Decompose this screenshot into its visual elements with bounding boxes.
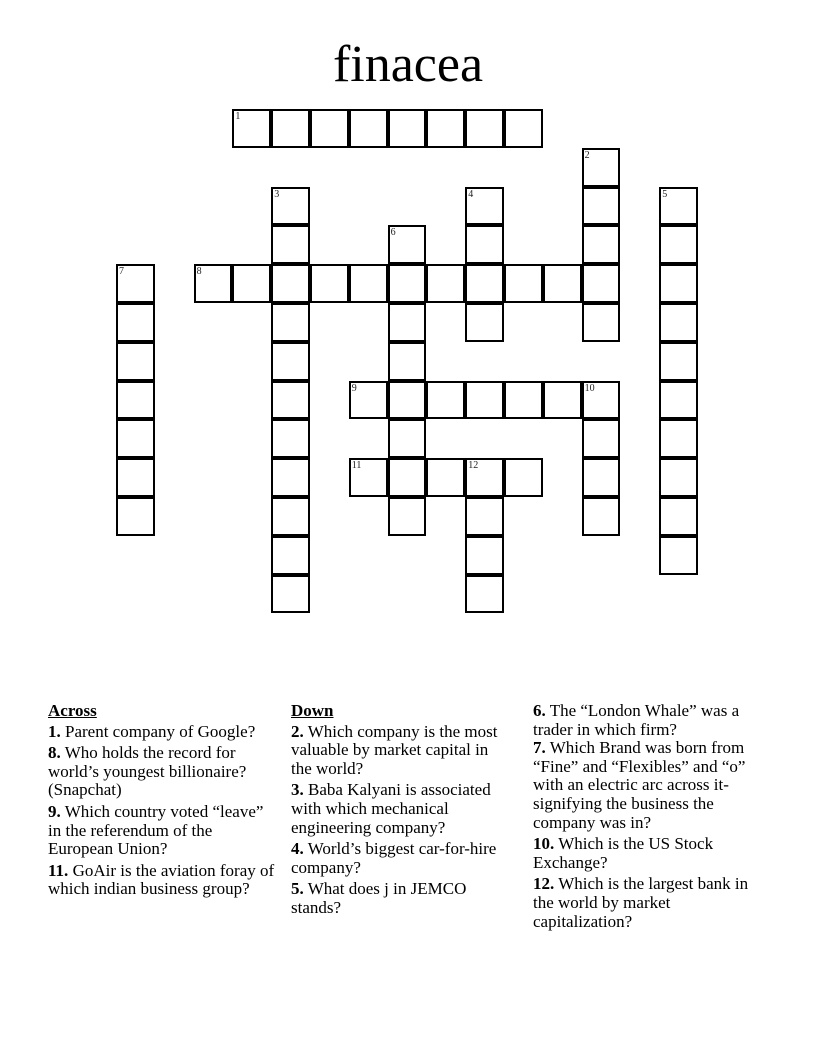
grid-cell[interactable] [388, 303, 427, 342]
grid-cell[interactable] [232, 109, 271, 148]
clue-text: Which company is the most valuable by market capital in the world? [291, 721, 498, 778]
grid-cell[interactable] [271, 497, 310, 536]
grid-cell[interactable] [659, 458, 698, 497]
grid-cell[interactable] [426, 458, 465, 497]
grid-cell[interactable] [582, 225, 621, 264]
grid-cell[interactable] [582, 264, 621, 303]
clue-number: 12. [533, 874, 555, 894]
clue-number: 11. [48, 860, 69, 880]
grid-cell[interactable] [388, 225, 427, 264]
grid-cell[interactable] [582, 148, 621, 187]
grid-cell[interactable] [271, 303, 310, 342]
cell-number: 4 [468, 188, 474, 200]
grid-cell[interactable] [659, 536, 698, 575]
grid-cell[interactable] [116, 458, 155, 497]
grid-cell[interactable] [582, 497, 621, 536]
cell-number: 2 [584, 149, 590, 161]
grid-cell[interactable] [659, 381, 698, 420]
grid-cell[interactable] [426, 381, 465, 420]
clue-text: Parent company of Google? [60, 721, 256, 741]
down-heading: Down [291, 701, 334, 720]
clue-number: 8. [48, 743, 61, 763]
grid-cell[interactable] [582, 187, 621, 226]
grid-cell[interactable] [116, 342, 155, 381]
grid-cell[interactable] [659, 225, 698, 264]
grid-cell[interactable] [504, 109, 543, 148]
cell-number: 10 [584, 382, 595, 394]
grid-cell[interactable] [271, 575, 310, 614]
grid-cell[interactable] [271, 458, 310, 497]
grid-cell[interactable] [232, 264, 271, 303]
grid-cell[interactable] [388, 109, 427, 148]
grid-cell[interactable] [116, 381, 155, 420]
clue-text: Who holds the record for world’s youngest billionaire? (Snapchat) [48, 743, 247, 800]
grid-cell[interactable] [465, 575, 504, 614]
grid-cell[interactable] [465, 536, 504, 575]
across-heading: Across [48, 701, 97, 720]
down-clues-continued [533, 702, 773, 931]
clue-number: 7. [533, 738, 546, 758]
clue-text: Which is the largest bank in the world by market capitalization? [533, 874, 749, 931]
grid-cell[interactable] [271, 109, 310, 148]
clue-text: Baba Kalyani is associated with which mechanical engineering company? [291, 780, 491, 837]
across-clues [48, 702, 278, 902]
grid-cell[interactable] [504, 458, 543, 497]
grid-cell[interactable] [465, 264, 504, 303]
grid-cell[interactable] [543, 264, 582, 303]
grid-cell[interactable] [271, 536, 310, 575]
down-clues [291, 702, 511, 921]
grid-cell[interactable] [388, 342, 427, 381]
grid-cell[interactable] [349, 264, 388, 303]
cell-number: 3 [274, 188, 280, 200]
clue-down-3 [291, 781, 511, 837]
grid-cell[interactable] [582, 303, 621, 342]
grid-cell[interactable] [543, 381, 582, 420]
clue-across-11 [48, 862, 278, 899]
clue-down-7 [533, 739, 773, 832]
clue-text: What does j in JEMCO stands? [291, 879, 467, 917]
grid-cell[interactable] [659, 342, 698, 381]
grid-cell[interactable] [465, 225, 504, 264]
cell-number: 8 [196, 266, 202, 278]
grid-cell[interactable] [582, 458, 621, 497]
grid-cell[interactable] [116, 419, 155, 458]
clue-number: 2. [291, 721, 304, 741]
grid-cell[interactable] [659, 264, 698, 303]
grid-cell[interactable] [388, 264, 427, 303]
clue-number: 3. [291, 780, 304, 800]
grid-cell[interactable] [271, 381, 310, 420]
cell-number: 11 [351, 460, 362, 472]
clue-number: 4. [291, 839, 304, 859]
clue-text: Which country voted “leave” in the referendum of the European Union? [48, 801, 264, 859]
clue-number: 9. [48, 801, 61, 821]
clue-down-2 [291, 723, 511, 779]
cell-number: 12 [468, 460, 479, 472]
clue-text: GoAir is the aviation foray of which indian business group? [48, 860, 275, 899]
grid-cell[interactable] [349, 109, 388, 148]
grid-cell[interactable] [349, 381, 388, 420]
grid-cell[interactable] [271, 419, 310, 458]
grid-cell[interactable] [504, 381, 543, 420]
grid-cell[interactable] [504, 264, 543, 303]
grid-cell[interactable] [659, 497, 698, 536]
clue-down-12 [533, 875, 773, 931]
grid-cell[interactable] [582, 381, 621, 420]
grid-cell[interactable] [310, 109, 349, 148]
grid-cell[interactable] [465, 381, 504, 420]
clue-text: Which Brand was born from “Fine” and “Flexibles” and “o” with an electric arc across it- signifying the business the company was in? [533, 738, 746, 832]
clue-down-10 [533, 835, 773, 872]
grid-cell[interactable] [271, 342, 310, 381]
grid-cell[interactable] [388, 458, 427, 497]
clue-number: 6. [533, 701, 546, 720]
grid-cell[interactable] [116, 303, 155, 342]
clue-number: 10. [533, 834, 555, 854]
clue-across-9 [48, 803, 278, 859]
clue-number: 5. [291, 879, 304, 899]
grid-cell[interactable] [271, 225, 310, 264]
grid-cell[interactable] [465, 109, 504, 148]
grid-cell[interactable] [659, 419, 698, 458]
grid-cell[interactable] [388, 419, 427, 458]
grid-cell[interactable] [465, 497, 504, 536]
cell-number: 1 [235, 111, 241, 122]
grid-cell[interactable] [349, 458, 388, 497]
cell-number: 5 [662, 188, 668, 200]
grid-cell[interactable] [116, 264, 155, 303]
grid-cell[interactable] [659, 187, 698, 226]
grid-cell[interactable] [426, 109, 465, 148]
clue-text: Which is the US Stock Exchange? [533, 834, 714, 872]
clue-down-4 [291, 840, 511, 877]
grid-cell[interactable] [271, 264, 310, 303]
grid-cell[interactable] [582, 419, 621, 458]
cell-number: 6 [390, 227, 396, 239]
grid-cell[interactable] [465, 458, 504, 497]
puzzle-title: finacea [332, 36, 484, 93]
clue-text: World’s biggest car-for-hire company? [291, 839, 497, 877]
clue-number: 1. [48, 721, 61, 741]
grid-cell[interactable] [388, 381, 427, 420]
clue-down-6 [533, 702, 773, 739]
grid-cell[interactable] [465, 187, 504, 226]
clue-across-8 [48, 744, 278, 800]
cell-number: 9 [351, 382, 357, 394]
grid-cell[interactable] [194, 264, 233, 303]
grid-cell[interactable] [310, 264, 349, 303]
grid-cell[interactable] [116, 497, 155, 536]
grid-cell[interactable] [271, 187, 310, 226]
grid-cell[interactable] [388, 497, 427, 536]
clue-across-1 [48, 723, 278, 742]
clue-text: The “London Whale” was a trader in which firm? [533, 701, 740, 739]
grid-cell[interactable] [465, 303, 504, 342]
cell-number: 7 [119, 266, 124, 278]
grid-cell[interactable] [659, 303, 698, 342]
clue-down-5 [291, 880, 511, 917]
grid-cell[interactable] [426, 264, 465, 303]
